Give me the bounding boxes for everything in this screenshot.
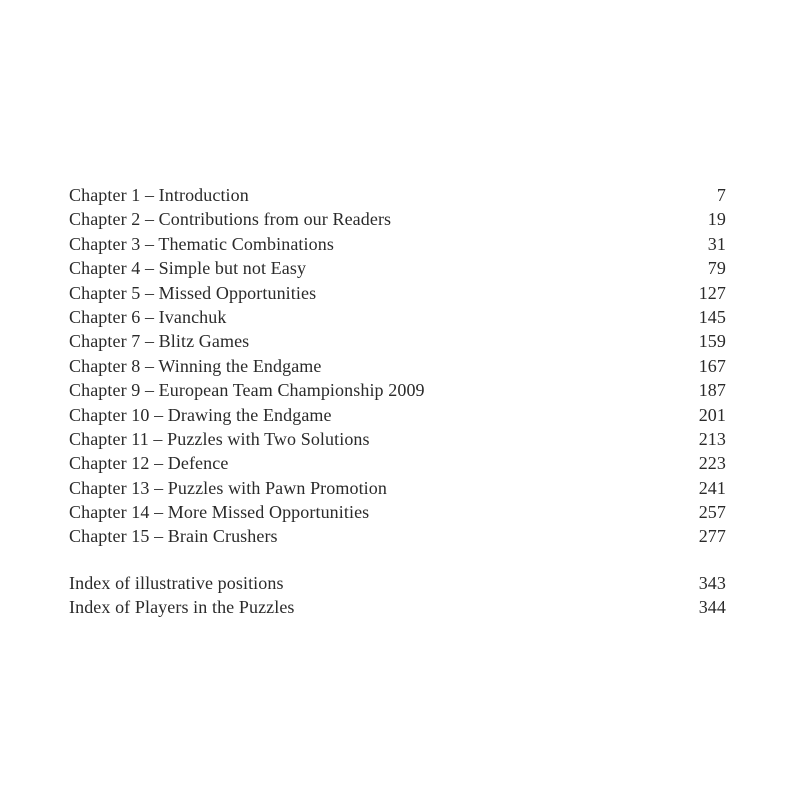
- toc-entry-title: Index of illustrative positions: [69, 572, 284, 593]
- toc-entry-page: 201: [698, 404, 726, 425]
- toc-entry-page: 31: [707, 233, 726, 254]
- toc-entry-page: 145: [698, 306, 726, 327]
- toc-entry-title: Chapter 15 – Brain Crushers: [69, 526, 278, 547]
- toc-entry-chapter-15: [69, 524, 726, 548]
- toc-entry-page: 241: [698, 477, 726, 498]
- toc-entry-chapter-5: [69, 281, 726, 305]
- toc-entry-chapter-11: [69, 427, 726, 451]
- toc-entry-chapter-14: [69, 500, 726, 524]
- section-spacer: [69, 549, 726, 571]
- toc-entry-chapter-12: [69, 451, 726, 475]
- toc-entry-chapter-7: [69, 329, 726, 353]
- toc-entry-title: Chapter 10 – Drawing the Endgame: [69, 404, 332, 425]
- toc-entry-page: 223: [698, 453, 726, 474]
- toc-entry-index-positions: [69, 571, 726, 595]
- toc-entry-title: Chapter 12 – Defence: [69, 453, 229, 474]
- toc-entry-title: Chapter 9 – European Team Championship 2009: [69, 380, 425, 401]
- toc-entry-chapter-2: [69, 207, 726, 231]
- toc-entry-title: Chapter 4 – Simple but not Easy: [69, 258, 307, 279]
- toc-entry-page: 187: [698, 380, 726, 401]
- toc-entry-title: Chapter 1 – Introduction: [69, 185, 249, 205]
- toc-entry-page: 19: [707, 209, 726, 230]
- table-of-contents: [69, 183, 726, 620]
- toc-entry-title: Chapter 7 – Blitz Games: [69, 331, 250, 352]
- toc-entry-title: Chapter 11 – Puzzles with Two Solutions: [69, 428, 370, 449]
- toc-entry-chapter-6: [69, 305, 726, 329]
- toc-entry-page: 277: [698, 526, 726, 547]
- toc-entry-chapter-1: [69, 183, 726, 207]
- toc-entry-title: Chapter 13 – Puzzles with Pawn Promotion: [69, 477, 387, 498]
- toc-entry-chapter-10: [69, 403, 726, 427]
- toc-entry-page: 79: [707, 258, 726, 279]
- toc-entry-page: 257: [698, 502, 726, 523]
- toc-entry-page: 127: [698, 282, 726, 303]
- toc-entry-chapter-8: [69, 354, 726, 378]
- toc-entry-title: Chapter 8 – Winning the Endgame: [69, 355, 322, 376]
- toc-entry-page: 213: [698, 428, 726, 449]
- toc-entry-chapter-4: [69, 256, 726, 280]
- toc-entry-page: 7: [716, 185, 726, 205]
- toc-entry-title: Chapter 3 – Thematic Combinations: [69, 233, 334, 254]
- toc-entry-page: 343: [698, 572, 726, 593]
- toc-entry-chapter-3: [69, 232, 726, 256]
- toc-entry-title: Index of Players in the Puzzles: [69, 597, 295, 618]
- toc-entry-title: Chapter 5 – Missed Opportunities: [69, 282, 317, 303]
- toc-entry-page: 344: [698, 597, 726, 618]
- toc-entry-index-players: [69, 595, 726, 619]
- toc-entry-title: Chapter 6 – Ivanchuk: [69, 306, 227, 327]
- toc-entry-page: 167: [698, 355, 726, 376]
- toc-entry-chapter-13: [69, 476, 726, 500]
- toc-entry-chapter-9: [69, 378, 726, 402]
- toc-entry-title: Chapter 14 – More Missed Opportunities: [69, 502, 370, 523]
- toc-entry-title: Chapter 2 – Contributions from our Readers: [69, 209, 392, 230]
- toc-entry-page: 159: [698, 331, 726, 352]
